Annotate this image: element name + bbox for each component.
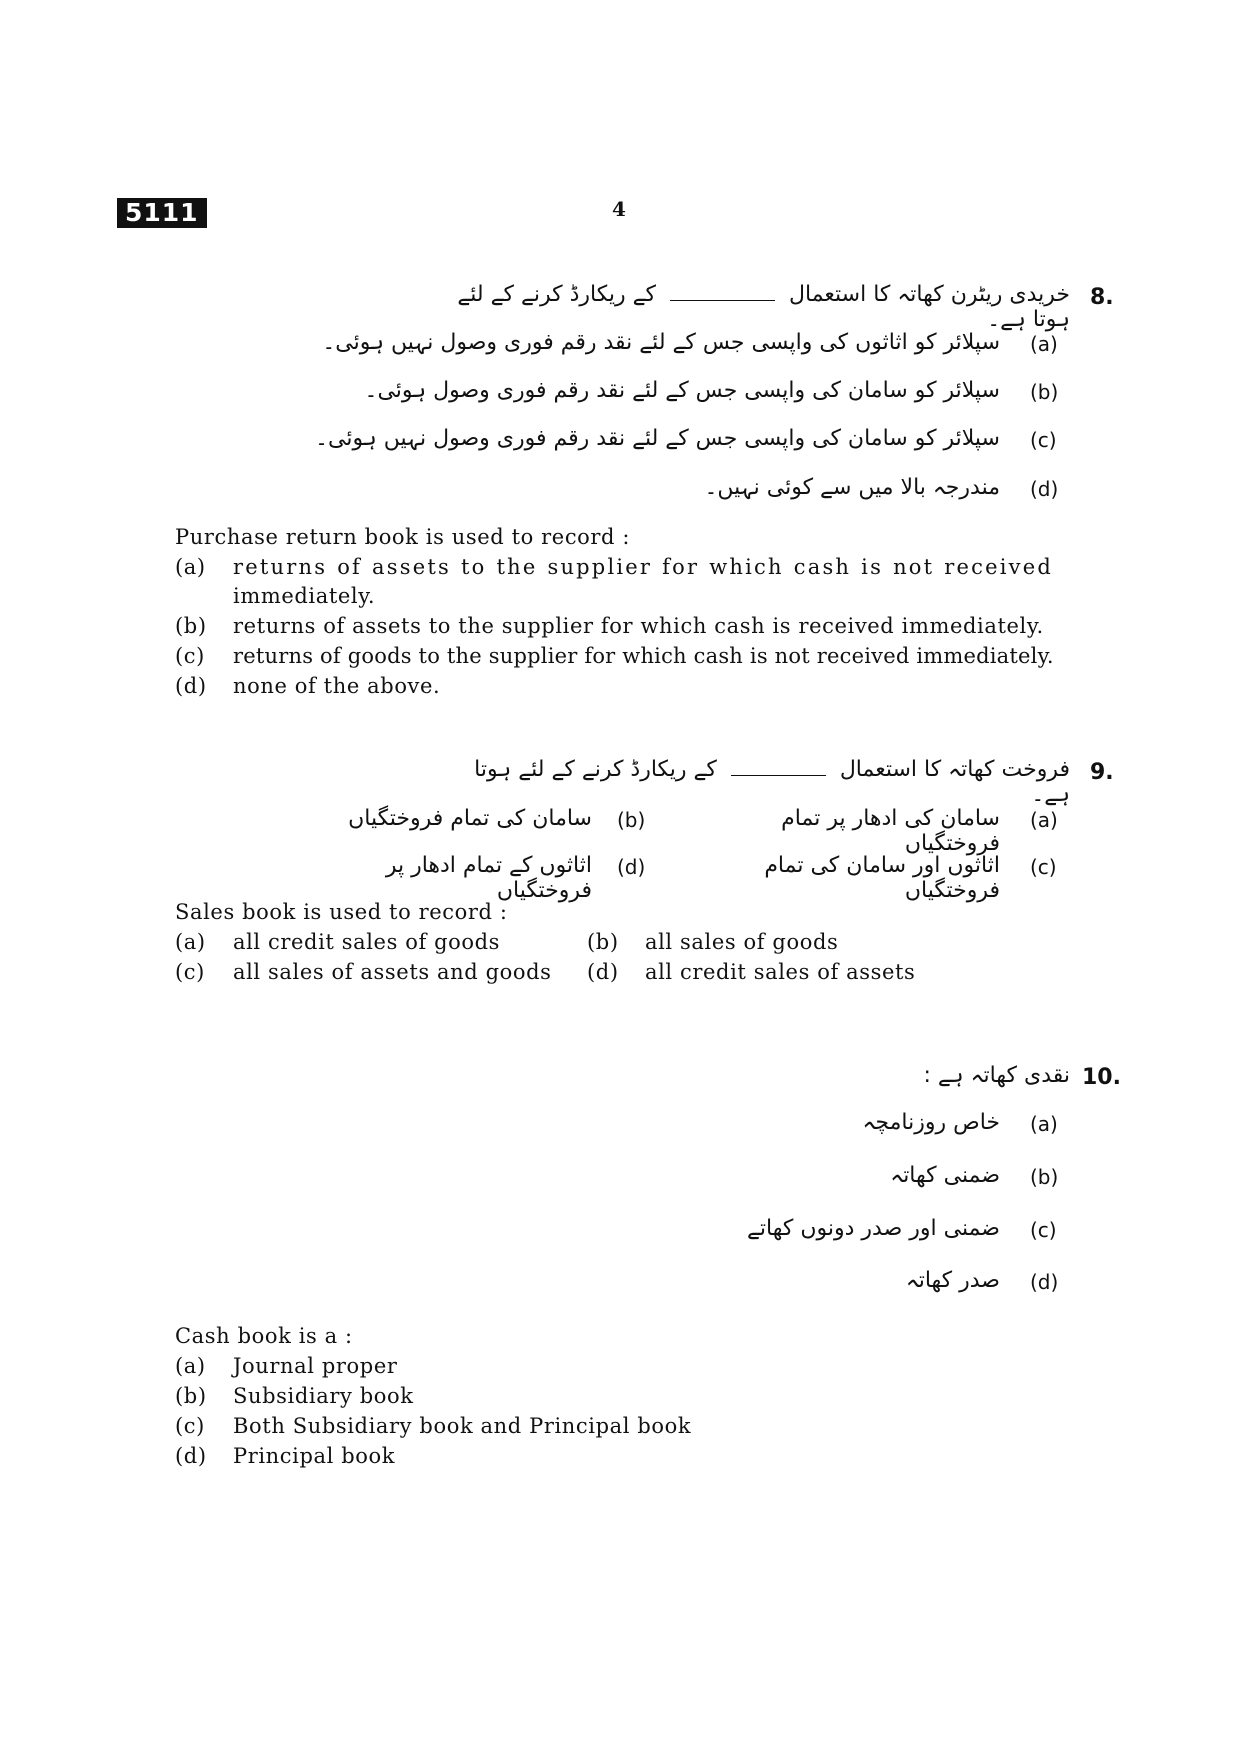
q10-urdu-option-b: ضمنی کھاتہ: [890, 1163, 1000, 1188]
q9-urdu-question-before: فروخت کھاتہ کا استعمال: [839, 757, 1070, 782]
q9-en-option-c-label: (c): [175, 960, 205, 984]
q10-en-option-c-label: (c): [175, 1414, 205, 1438]
q8-urdu-option-d-label: (d): [1030, 477, 1059, 501]
q8-urdu-question-before: خریدی ریٹرن کھاتہ کا استعمال: [789, 282, 1070, 307]
paper-code-badge: 5111: [117, 198, 207, 228]
q9-en-option-a: all credit sales of goods: [233, 930, 501, 954]
q9-en-option-d-label: (d): [587, 960, 619, 984]
q10-urdu-option-a: خاص روزنامچہ: [862, 1110, 1000, 1135]
q8-urdu-option-a: سپلائر کو اثاثوں کی واپسی جس کے لئے نقد رقم فوری وصول نہیں ہوئی۔: [322, 330, 1000, 355]
q10-urdu-option-a-label: (a): [1030, 1112, 1058, 1136]
q9-urdu-question-after: کے ریکارڈ کرنے کے لئے ہوتا ہے۔: [474, 757, 1070, 807]
q10-en-option-b-label: (b): [175, 1384, 207, 1408]
q8-english-question: Purchase return book is used to record :: [175, 525, 631, 549]
q8-en-option-a-label: (a): [175, 555, 206, 579]
q9-en-option-b-label: (b): [587, 930, 619, 954]
q9-urdu-option-d-label: (d): [617, 855, 646, 879]
q10-en-option-a: Journal proper: [233, 1354, 398, 1378]
q9-urdu-option-d: اثاثوں کے تمام ادھار پر فروختگیاں: [385, 853, 592, 903]
q10-english-question: Cash book is a :: [175, 1324, 353, 1348]
q9-en-option-b: all sales of goods: [645, 930, 839, 954]
q8-urdu-option-c: سپلائر کو سامان کی واپسی جس کے لئے نقد رقم فوری وصول نہیں ہوئی۔: [315, 426, 1000, 451]
q10-en-option-a-label: (a): [175, 1354, 206, 1378]
q8-urdu-option-b: سپلائر کو سامان کی واپسی جس کے لئے نقد رقم فوری وصول ہوئی۔: [364, 378, 1000, 403]
q9-urdu-question: [450, 757, 1070, 807]
q8-answer-blank: [670, 282, 775, 301]
q8-urdu-question-after: کے ریکارڈ کرنے کے لئے ہوتا ہے۔: [457, 282, 1070, 332]
q8-urdu-question: [450, 282, 1070, 332]
q9-answer-blank: [731, 757, 826, 776]
q8-urdu-option-b-label: (b): [1030, 380, 1059, 404]
q10-en-option-d-label: (d): [175, 1444, 207, 1468]
q10-number: 10.: [1082, 1065, 1121, 1090]
q9-urdu-option-c-label: (c): [1030, 855, 1057, 879]
q9-urdu-option-b-label: (b): [617, 808, 646, 832]
q10-urdu-option-b-label: (b): [1030, 1165, 1059, 1189]
q9-urdu-option-c: اثاثوں اور سامان کی تمام فروختگیاں: [764, 853, 1000, 903]
q8-en-option-a-line2: immediately.: [233, 584, 376, 608]
q8-number: 8.: [1090, 285, 1114, 310]
q8-urdu-option-c-label: (c): [1030, 428, 1057, 452]
q8-en-option-d: none of the above.: [233, 674, 441, 698]
q10-en-option-d: Principal book: [233, 1444, 396, 1468]
q8-en-option-d-label: (d): [175, 674, 207, 698]
q9-en-option-a-label: (a): [175, 930, 206, 954]
q8-urdu-option-a-label: (a): [1030, 332, 1058, 356]
q8-urdu-option-d: مندرجہ بالا میں سے کوئی نہیں۔: [704, 475, 1000, 500]
q8-en-option-c-label: (c): [175, 644, 205, 668]
q10-en-option-b: Subsidiary book: [233, 1384, 414, 1408]
q8-en-option-b: returns of assets to the supplier for which cash is received immediately.: [233, 614, 1044, 638]
q10-en-option-c: Both Subsidiary book and Principal book: [233, 1414, 692, 1438]
q9-urdu-option-a-label: (a): [1030, 808, 1058, 832]
page-number: 4: [612, 197, 626, 221]
q8-en-option-c: returns of goods to the supplier for which cash is not received immediately.: [233, 644, 1054, 668]
q9-english-question: Sales book is used to record :: [175, 900, 508, 924]
q9-urdu-option-a: سامان کی ادھار پر تمام فروختگیاں: [781, 806, 1000, 856]
q10-urdu-option-d: صدر کھاتہ: [905, 1268, 1000, 1293]
q9-urdu-option-b: سامان کی تمام فروختگیاں: [348, 806, 592, 831]
q8-en-option-b-label: (b): [175, 614, 207, 638]
q10-urdu-option-d-label: (d): [1030, 1270, 1059, 1294]
q9-en-option-c: all sales of assets and goods: [233, 960, 552, 984]
q10-urdu-question: نقدی کھاتہ ہے :: [923, 1063, 1070, 1088]
q8-en-option-a-line1: returns of assets to the supplier for which cash is not received: [233, 555, 1053, 579]
q10-urdu-option-c: ضمنی اور صدر دونوں کھاتے: [747, 1216, 1000, 1241]
q9-en-option-d: all credit sales of assets: [645, 960, 916, 984]
q9-number: 9.: [1090, 760, 1114, 785]
q10-urdu-option-c-label: (c): [1030, 1218, 1057, 1242]
